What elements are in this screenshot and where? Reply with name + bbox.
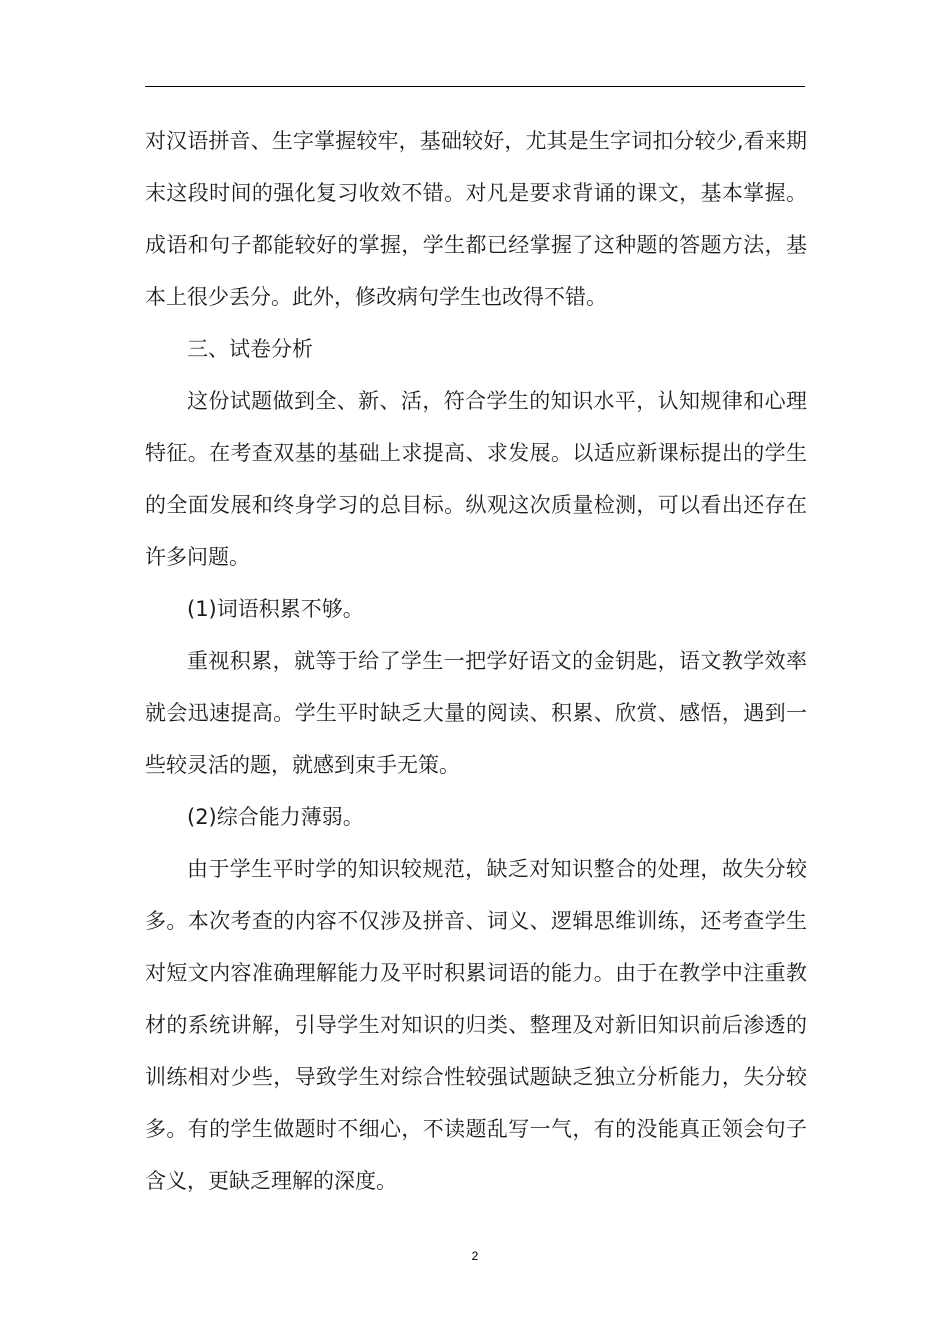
section-heading-paper-analysis: 三、试卷分析: [187, 337, 313, 361]
subheading-vocabulary: (1)词语积累不够。: [187, 597, 364, 621]
document-body: [145, 115, 807, 1207]
paragraph-paper-overview: 这份试题做到全、新、活，符合学生的知识水平，认知规律和心理特征。在考查双基的基础上求提高、求发展。以适应新课标提出的学生的全面发展和终身学习的总目标。纵观这次质量检测，可以看出还存在许多问题。: [145, 389, 807, 569]
page-number: 2: [471, 1249, 479, 1263]
header-rule: [145, 86, 805, 87]
subheading-comprehensive-ability: (2)综合能力薄弱。: [187, 805, 364, 829]
paragraph-vocabulary: 重视积累，就等于给了学生一把学好语文的金钥匙，语文教学效率就会迅速提高。学生平时缺乏大量的阅读、积累、欣赏、感悟，遇到一些较灵活的题，就感到束手无策。: [145, 649, 807, 777]
paragraph-continuation: 对汉语拼音、生字掌握较牢，基础较好，尤其是生字词扣分较少,看来期末这段时间的强化复习收效不错。对凡是要求背诵的课文，基本掌握。成语和句子都能较好的掌握，学生都已经掌握了这种题的答题方法，基本上很少丢分。此外，修改病句学生也改得不错。: [145, 129, 807, 309]
paragraph-comprehensive-ability: 由于学生平时学的知识较规范，缺乏对知识整合的处理，故失分较多。本次考查的内容不仅涉及拼音、词义、逻辑思维训练，还考查学生对短文内容准确理解能力及平时积累词语的能力。由于在教学中注重教材的系统讲解，引导学生对知识的归类、整理及对新旧知识前后渗透的训练相对少些，导致学生对综合性较强试题缺乏独立分析能力，失分较多。有的学生做题时不细心，不读题乱写一气，有的没能真正领会句子含义，更缺乏理解的深度。: [145, 857, 807, 1193]
